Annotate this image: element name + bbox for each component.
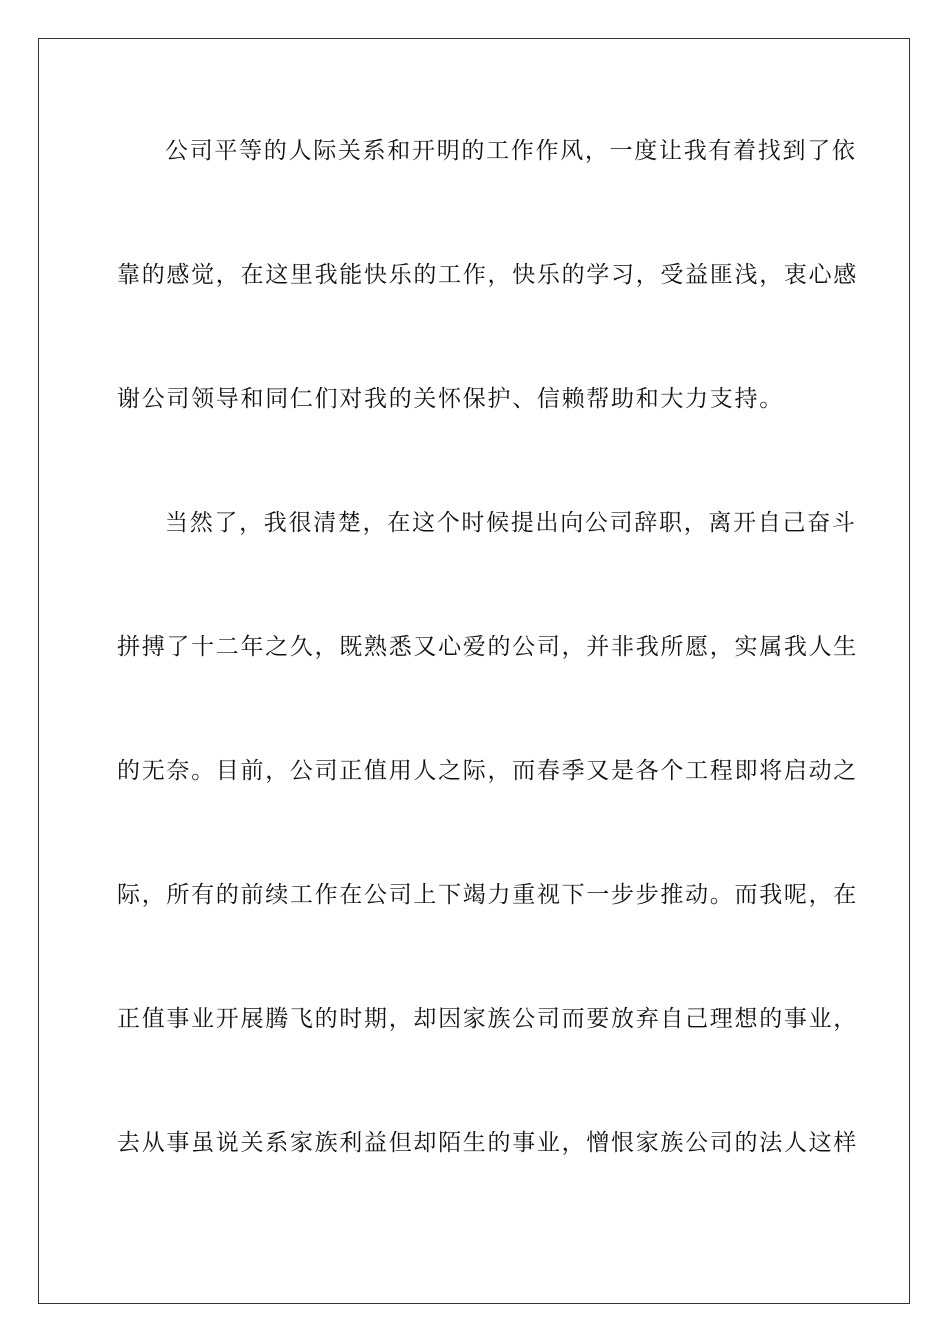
paragraph-2-line-3: 的无奈。目前，公司正值用人之际，而春季又是各个工程即将启动之 xyxy=(117,758,858,784)
paragraph-1-line-2: 靠的感觉，在这里我能快乐的工作，快乐的学习，受益匪浅，衷心感 xyxy=(117,262,858,288)
paragraph-2-line-4: 际，所有的前续工作在公司上下竭力重视下一步步推动。而我呢，在 xyxy=(117,882,858,908)
paragraph-2-line-2: 拼搏了十二年之久，既熟悉又心爱的公司，并非我所愿，实属我人生 xyxy=(117,634,858,660)
paragraph-2-line-1: 当然了，我很清楚，在这个时候提出向公司辞职，离开自己奋斗 xyxy=(165,510,857,536)
paragraph-2-line-6: 去从事虽说关系家族利益但却陌生的事业，憎恨家族公司的法人这样 xyxy=(117,1130,858,1156)
page-border xyxy=(38,38,910,1304)
paragraph-1-line-3: 谢公司领导和同仁们对我的关怀保护、信赖帮助和大力支持。 xyxy=(117,386,784,412)
paragraph-2-line-5: 正值事业开展腾飞的时期，却因家族公司而要放弃自己理想的事业， xyxy=(117,1006,858,1032)
paragraph-1-line-1: 公司平等的人际关系和开明的工作作风，一度让我有着找到了依 xyxy=(165,138,857,164)
